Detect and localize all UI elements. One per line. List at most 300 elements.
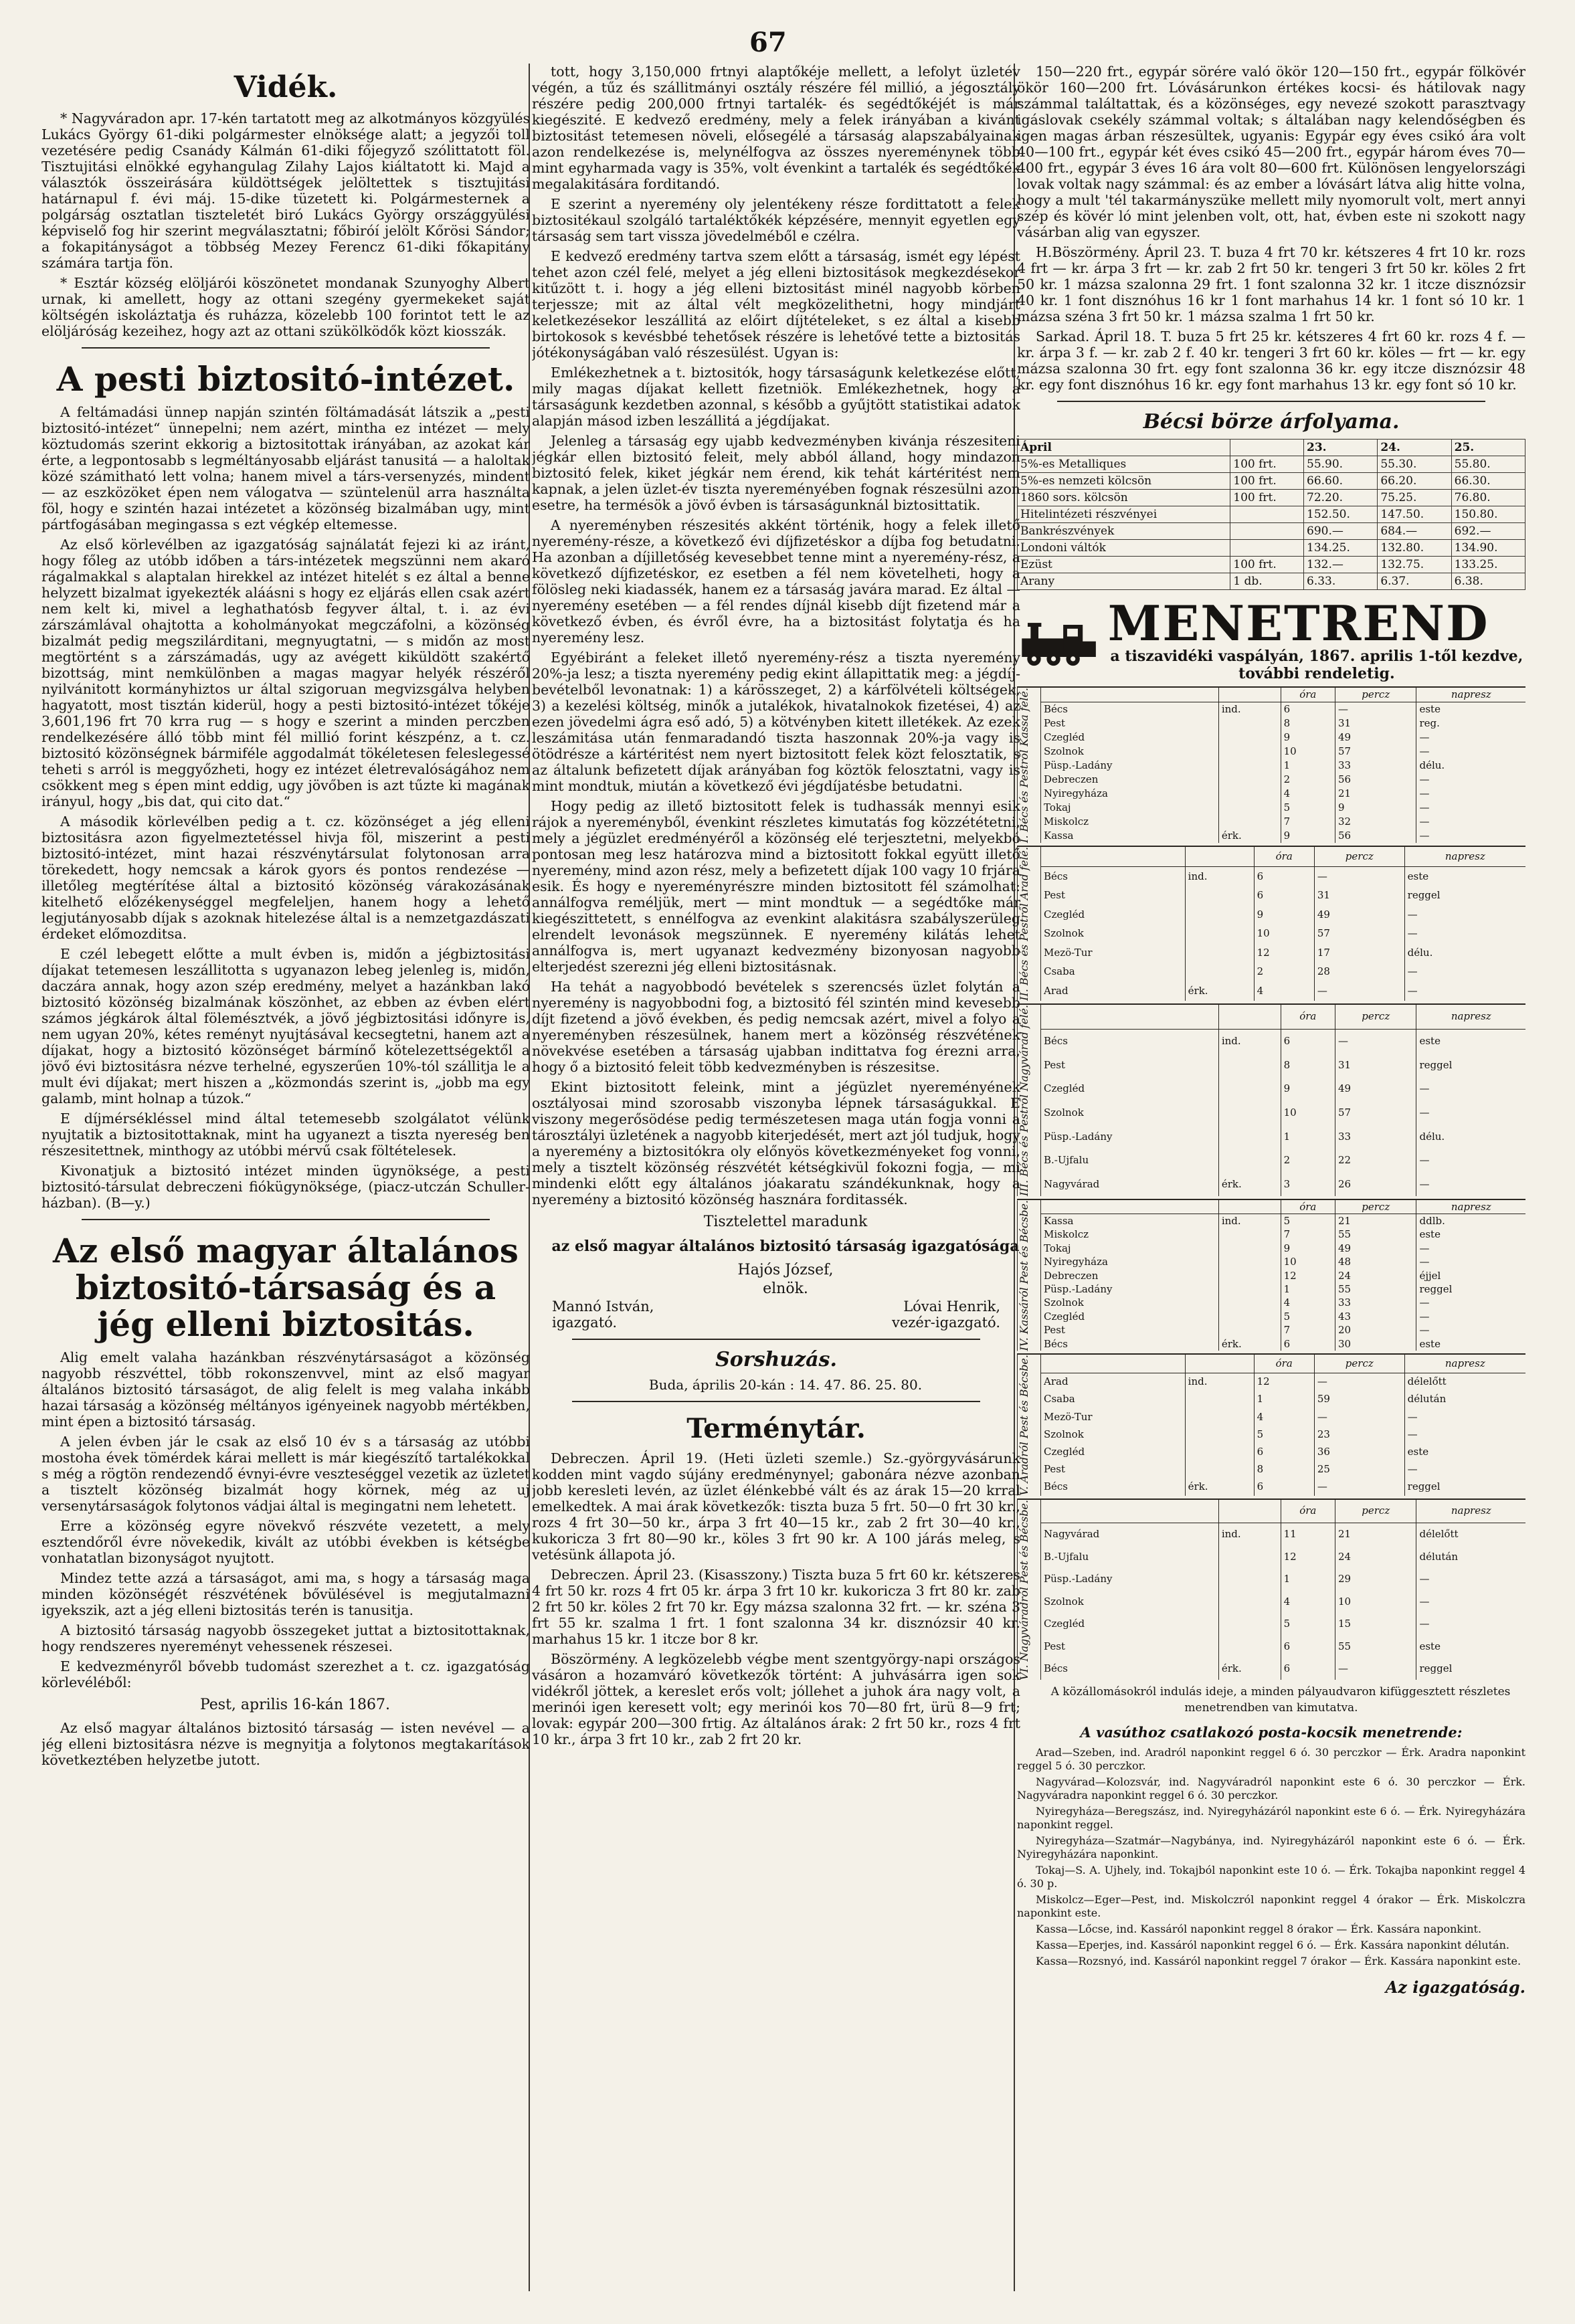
article-paragraph: A biztositó társaság nagyobb összegeket juttat a biztositottaknak, hogy rendszeres nyereményt vehessenek részesei. [41, 1622, 530, 1655]
station-row [1041, 1460, 1526, 1478]
station-cell: — [1416, 1172, 1525, 1196]
station-cell [1218, 716, 1281, 731]
station-cell: 56 [1335, 829, 1416, 843]
station-cell: 21 [1335, 787, 1416, 801]
station-cell [1218, 1296, 1281, 1310]
route-header-cell: percz [1335, 1005, 1416, 1029]
station-cell: 49 [1335, 1077, 1416, 1101]
station-cell: — [1416, 787, 1525, 801]
station-cell: Szolnok [1041, 745, 1219, 759]
route-header-row [1041, 1005, 1526, 1029]
bourse-cell: 100 frt. [1230, 456, 1304, 473]
bourse-row [1018, 573, 1525, 590]
station-cell: 43 [1335, 1310, 1416, 1323]
route-header-cell [1041, 1355, 1186, 1373]
station-cell: 55 [1335, 1228, 1416, 1242]
station-cell: 8 [1281, 716, 1335, 731]
station-cell: Nyiregyháza [1041, 1255, 1219, 1268]
station-cell: 5 [1281, 801, 1335, 815]
route-header-cell: óra [1281, 688, 1335, 702]
station-cell: 9 [1335, 801, 1416, 815]
station-row [1041, 716, 1526, 731]
route-header-cell: óra [1281, 1005, 1335, 1029]
station-cell: 10 [1335, 1590, 1416, 1612]
station-cell: Czegléd [1041, 1310, 1219, 1323]
station-cell [1218, 1255, 1281, 1268]
bourse-table [1017, 439, 1525, 590]
posta-line: Arad—Szeben, ind. Aradról naponkint reggel 6 ó. 30 perczkor — Érk. Aradra naponkint reggel 5 ó. 30 perczkor. [1017, 1746, 1525, 1773]
station-cell [1218, 1635, 1281, 1657]
station-cell: ind. [1218, 1523, 1281, 1545]
station-row [1041, 702, 1526, 717]
station-row [1041, 1443, 1526, 1460]
station-cell: este [1416, 1337, 1525, 1351]
bourse-cell: 100 frt. [1230, 490, 1304, 506]
station-cell: Püsp.-Ladány [1041, 759, 1219, 773]
station-row [1041, 1054, 1526, 1078]
station-cell: délu. [1404, 943, 1525, 963]
route-header-cell [1218, 1005, 1281, 1029]
market-paragraph: 150—220 frt., egypár sörére való ökör 120—150 frt., egypár fölkövér ökör 160—200 frt. Lóvásárunkon értékes kocsi- és hátilovak nagy számmal találtattak, és a közönséges, egy nevezé szokott parasztvagy igáslovak csekély számmal voltak; s általában nagy kelendőségben és igen magas árban részesültek, ugyanis: Egypár egy éves csikó ára volt 40—100 frt., egypár két éves csikó 45—200 frt., egypár három éves 70—400 frt., egypár 3 éves 16 ára volt 80—600 frt. Különösen lengyelországi lovak voltak nagy számmal: és az ember a lóvásárt látva alig hitte volna, hogy a mult 'tél takarmányszüke mellett mily nyomorult volt, mert annyi szép és kövér ló mint jelenben volt, ott, hat, évben este ni szokott nagy vásárban alig van egyszer. [1017, 64, 1525, 240]
bourse-cell: 1 db. [1230, 573, 1304, 590]
station-cell [1218, 1125, 1281, 1149]
station-cell: — [1314, 1373, 1404, 1391]
station-cell: 9 [1281, 829, 1335, 843]
station-cell: Czegléd [1041, 905, 1186, 925]
station-cell: 6 [1281, 1337, 1335, 1351]
route-header-cell: napresz [1404, 1355, 1525, 1373]
station-cell: 21 [1335, 1214, 1416, 1228]
station-row [1041, 981, 1526, 1001]
station-cell: 49 [1314, 905, 1404, 925]
route-header-cell: óra [1254, 847, 1314, 866]
station-cell: — [1416, 829, 1525, 843]
station-cell [1185, 1408, 1254, 1426]
station-cell [1218, 1149, 1281, 1173]
station-cell: 3 [1281, 1172, 1335, 1196]
station-cell: 11 [1281, 1523, 1335, 1545]
market-paragraph: Böszörmény. A legközelebb végbe ment szentgyörgy-napi országos vásáron a hozamváró következők történt: A juhvásárra igen sok vidékről jöttek, a kereslet erős volt; jóllehet a juhok ára nagy volt, a merinói igen keresett volt; egy merinói kos 70—80 frt, ürü 8—9 frt; lovak: egypár 200—300 frtig. Az általános árak: 2 frt 50 kr., rozs 4 frt 10 kr., árpa 3 frt 10 kr., zab 2 frt 20 kr. [532, 1651, 1020, 1747]
station-cell: Pest [1041, 716, 1219, 731]
station-cell: Debreczen [1041, 773, 1219, 787]
station-cell: — [1416, 773, 1525, 787]
station-cell: 6 [1254, 866, 1314, 886]
station-cell: Bécs [1041, 1029, 1219, 1053]
station-cell: — [1404, 981, 1525, 1001]
bourse-cell: 132.75. [1378, 557, 1451, 573]
station-cell: Szolnok [1041, 1296, 1219, 1310]
station-cell: Debreczen [1041, 1269, 1219, 1282]
station-cell: Tokaj [1041, 801, 1219, 815]
article-paragraph: Az első körlevélben az igazgatóság sajnálatát fejezi ki az iránt, hogy főleg az utóbb időben a társ-intézetek megszünni nem akaró rágalmakkal s alaptalan hirekkel az intézet hitelét s ez által a benne helyzett bizalmat igyekezték aláásni s hogy ez eljárás ellen csak azért nem kelt ki, mivel a leghathatósb fegyver által, t. i. az évi zárszámlával ohajtotta a koholmányokat megczáfolni, a közönség bizalmát pedig megszilárditani, megnyugtatni, — s midőn az most megtörtént s a zárszámadás, ugy az avégett kiküldött szakértő bizottság, mint nemkülönben a magas magyar helyék részéről nyilvánitott kormányhiztos ur által szigoruan megvizsgálva helyben hagyatott, most tisztán kiderül, hogy a pesti biztositó-intézet tőkéje 3,601,196 frt 70 krra rug — s hogy e szerint a minden perczben rendelkezésére álló több mint fél millió forint készpénz, a t. cz. biztositó közönségnek bármiféle aggodalmát tökéletesen feleslegessé teheti s arról is meggyőzheti, hogy ez intézet életrevalóságához nem csökkent meg s épen mint eddig, ugy jövőben is azt tűzte ki magának irányul, hogy „bis dat, qui cito dat.“ [41, 537, 530, 810]
station-row [1041, 1255, 1526, 1268]
station-cell: este [1416, 1029, 1525, 1053]
station-cell: 1 [1254, 1391, 1314, 1408]
station-cell: 33 [1335, 759, 1416, 773]
station-cell: Bécs [1041, 1658, 1219, 1680]
station-cell: Tokaj [1041, 1242, 1219, 1255]
station-cell: Czegléd [1041, 1443, 1186, 1460]
station-cell: 6 [1281, 1658, 1335, 1680]
station-cell: délután [1416, 1546, 1525, 1568]
station-cell [1218, 801, 1281, 815]
station-cell: — [1416, 815, 1525, 829]
station-row [1041, 1296, 1526, 1310]
article-paragraph: Egyébiránt a feleket illető nyeremény-rész a tiszta nyeremény 20%-ja lesz; a tiszta nyeremény pedig ekint állapittatik meg: a jégdíj-bevételből levonatnak: 1) a kárösszeget, 2) a kárfölvételi költségek, 3) a kezelési költség, minők a jutalékok, hivatalnokok fizetései, 4) az ezen jövedelmi ágra eső adó, 5) a kötvényben kitett illetékek. Az ezek leszámitása után fenmaradandó tiszta haszonnak 20%-ja vagy is ötödrésze a kártéritést nem nyert biztositott felek közt felosztatik, s az általunk befizetett díjak arányában fog köztök felosztatni, vagy is mint mondtuk, miután a következő évi jégdíjatésbe betudatni. [532, 650, 1020, 794]
station-row [1041, 731, 1526, 745]
station-cell: Pest [1041, 1460, 1186, 1478]
station-cell: — [1416, 801, 1525, 815]
station-cell: Arad [1041, 1373, 1186, 1391]
article-paragraph: Az első magyar általános biztositó társaság — isten nevével — a jég elleni biztositásra nézve is megnyitja a folytonos megtakarítások következtében helyzetbe jutott. [41, 1720, 530, 1769]
station-cell: 55 [1335, 1635, 1416, 1657]
station-cell: érk. [1218, 1337, 1281, 1351]
article-paragraph: Ekint biztositott feleink, mint a jégüzlet nyereményének osztályosai mind szorosabb viszonyba lépnek társaságukkal. E viszony megerősödése pedig természetesen maga után fogja vonni a tárosztályi üzletének a nagyobb kiterjedését, mert azt jól tudjuk, hogy a nyeremény a biztositókra oly előnyös következményeket fog vonni, mely a tisztelt közönség részvétét kétségkivül fokozni fogja, — mi mindenki előtt egy általános jóakaratu szándékunknak, hogy a nyeremény a biztositó közönség hasznára forditassék. [532, 1079, 1020, 1207]
route-header-row [1041, 688, 1526, 702]
station-row [1041, 905, 1526, 925]
station-row [1041, 1228, 1526, 1242]
station-cell: 20 [1335, 1323, 1416, 1337]
route-header-row [1041, 847, 1526, 866]
bourse-cell: 100 frt. [1230, 557, 1304, 573]
station-cell: 33 [1335, 1125, 1416, 1149]
station-cell: érk. [1185, 1478, 1254, 1496]
station-cell: Mezö-Tur [1041, 1408, 1186, 1426]
station-cell: 22 [1335, 1149, 1416, 1173]
station-cell [1218, 787, 1281, 801]
station-row [1041, 759, 1526, 773]
station-cell: Kassa [1041, 829, 1219, 843]
station-cell: Pest [1041, 1323, 1219, 1337]
bourse-cell: 72.20. [1304, 490, 1378, 506]
station-cell [1218, 1242, 1281, 1255]
station-row [1041, 1149, 1526, 1173]
closing: Tisztelettel maradunk [703, 1214, 868, 1230]
station-cell: Kassa [1041, 1214, 1219, 1228]
station-cell: 24 [1335, 1269, 1416, 1282]
station-cell: — [1335, 702, 1416, 717]
station-cell: ind. [1218, 1214, 1281, 1228]
station-cell: 30 [1335, 1337, 1416, 1351]
station-cell [1218, 1590, 1281, 1612]
station-cell: 6 [1281, 702, 1335, 717]
route-table [1040, 688, 1525, 843]
station-cell: érk. [1218, 829, 1281, 843]
station-cell: 49 [1335, 1242, 1416, 1255]
station-row [1041, 1523, 1526, 1545]
station-row [1041, 1635, 1526, 1657]
station-cell: Szolnok [1041, 925, 1186, 944]
market-paragraph: Debreczen. Ápril 19. (Heti üzleti szemle.) Sz.-györgyvásárunk kodden mint vagdo sújány eredménynyel; gabonára nézve azonban jobb keresleti levén, az üzlet élénkebbé vált és az árak 15—20 krral emelkedtek. A mai árak következők: tiszta buza 5 frt. 50—0 frt 30 kr., rozs 4 frt 30—50 kr., árpa 3 frt 40—15 kr., zab 2 frt 30—40 kr., kukoricza 3 frt 80—90 kr., köles 3 frt 90 kr. A 100 járás meleg, s vetésünk állapota jó. [532, 1450, 1020, 1563]
station-cell: Pest [1041, 1054, 1219, 1078]
article-paragraph: Ha tehát a nagyobbodó bevételek s szerencsés üzlet folytán a nyeremény is nagyobbodni fog, a biztositó fél szintén mind kevesebb díjt fizetend a jövő években, és pedig nemcsak azért, mivel a folyo a nyereményben részesülnek, hanem mert a közönség részvétének növekvése esetében a társaság ujabban indittatva fog érezni arra, hogy ő a biztositó feleit több kedvezményben is részesitse. [532, 979, 1020, 1075]
station-row [1041, 1125, 1526, 1149]
station-cell: Csaba [1041, 1391, 1186, 1408]
station-cell: — [1416, 745, 1525, 759]
signature-name: Lóvai Henrik, [903, 1298, 1000, 1315]
station-row [1041, 1590, 1526, 1612]
posta-line: Nagyvárad—Kolozsvár, ind. Nagyváradról naponkint este 6 ó. 30 perczkor — Érk. Nagyváradra naponkint reggel 6 ó. 30 perczkor. [1017, 1775, 1525, 1802]
station-cell: — [1416, 1323, 1525, 1337]
route-header-cell: napresz [1416, 1200, 1525, 1214]
route-header-cell: napresz [1416, 688, 1525, 702]
bourse-header-cell: 24. [1378, 440, 1451, 456]
route-header-cell [1041, 847, 1186, 866]
route-header-row [1041, 1355, 1526, 1373]
column-right [1017, 64, 1525, 2291]
station-cell: 2 [1254, 963, 1314, 982]
bourse-cell: Arany [1018, 573, 1230, 590]
bourse-row [1018, 557, 1525, 573]
station-cell: 32 [1335, 815, 1416, 829]
signature-row [532, 1298, 1020, 1315]
station-row [1041, 1426, 1526, 1443]
station-cell [1218, 1077, 1281, 1101]
station-cell: érk. [1185, 981, 1254, 1001]
station-cell: Püsp.-Ladány [1041, 1125, 1219, 1149]
station-cell: 21 [1335, 1523, 1416, 1545]
route-table [1040, 1200, 1525, 1351]
station-cell: 2 [1281, 1149, 1335, 1173]
bourse-cell: 132.— [1304, 557, 1378, 573]
bourse-row [1018, 523, 1525, 540]
divider [82, 347, 490, 349]
station-cell: 59 [1314, 1391, 1404, 1408]
bourse-cell: 690.— [1304, 523, 1378, 540]
route-label: III. Bécs és Pestről Nagyvárad felé. [1017, 1005, 1040, 1196]
signature-role: elnök. [763, 1280, 808, 1297]
bourse-cell: 100 frt. [1230, 473, 1304, 490]
station-cell: Czegléd [1041, 1613, 1219, 1635]
station-row [1041, 1101, 1526, 1125]
station-cell [1218, 1269, 1281, 1282]
station-cell: ind. [1185, 866, 1254, 886]
station-cell: érk. [1218, 1658, 1281, 1680]
station-cell: Miskolcz [1041, 1228, 1219, 1242]
bourse-cell: Hitelintézeti részvényei [1018, 506, 1230, 523]
station-cell: 31 [1314, 886, 1404, 906]
bourse-cell: 76.80. [1451, 490, 1525, 506]
borse-heading: Bécsi börze árfolyama. [1143, 410, 1400, 433]
videk-paragraph: * Esztár község elöljárói köszönetet mondanak Szunyoghy Albert urnak, ki amellett, hogy az ottani szegény gyermekeket saját költségén iskoláztatja és ruházza, közelebb 100 forintot tett le az elöljáróság kezeihez, hogy azt az ottani szükölködők közt kiosszák. [41, 275, 530, 340]
station-cell: 5 [1254, 1426, 1314, 1443]
videk-heading: Vidék. [234, 70, 338, 104]
bourse-header-cell: 23. [1304, 440, 1378, 456]
station-cell: 12 [1254, 1373, 1314, 1391]
bourse-cell [1230, 540, 1304, 557]
route-header-cell: percz [1314, 847, 1404, 866]
station-cell: — [1416, 1568, 1525, 1590]
station-cell [1185, 925, 1254, 944]
station-row [1041, 1029, 1526, 1053]
station-cell: 48 [1335, 1255, 1416, 1268]
station-cell: 29 [1335, 1568, 1416, 1590]
station-cell: 49 [1335, 731, 1416, 745]
bourse-cell: 684.— [1378, 523, 1451, 540]
article-date: Pest, aprilis 16-kán 1867. [199, 1697, 391, 1714]
station-cell: 57 [1335, 745, 1416, 759]
station-cell: reggel [1404, 886, 1525, 906]
station-cell [1218, 1310, 1281, 1323]
route-label: V. Aradról Pest és Bécsbe. [1017, 1355, 1040, 1496]
route-header-cell: óra [1281, 1500, 1335, 1523]
posta-line: Kassa—Eperjes, ind. Kassáról naponkint reggel 6 ó. — Érk. Kassára naponkint délután. [1036, 1939, 1509, 1952]
station-cell [1218, 1228, 1281, 1242]
station-cell: 56 [1335, 773, 1416, 787]
station-row [1041, 773, 1526, 787]
station-row [1041, 1172, 1526, 1196]
bourse-cell: 692.— [1451, 523, 1525, 540]
route-header-row [1041, 1500, 1526, 1523]
bourse-cell: 147.50. [1378, 506, 1451, 523]
route-label: VI. Nagyváradról Pest és Bécsbe. [1017, 1500, 1040, 1680]
station-cell: 10 [1281, 1255, 1335, 1268]
station-cell: este [1416, 1635, 1525, 1657]
station-cell [1218, 1546, 1281, 1568]
station-cell: — [1404, 925, 1525, 944]
route-header-cell: percz [1335, 688, 1416, 702]
station-cell [1185, 1426, 1254, 1443]
station-row [1041, 829, 1526, 843]
route-header-cell: percz [1314, 1355, 1404, 1373]
menetrend-title: MENETREND [1107, 595, 1489, 652]
bourse-cell: 152.50. [1304, 506, 1378, 523]
station-cell: 25 [1314, 1460, 1404, 1478]
station-cell: reg. [1416, 716, 1525, 731]
biztosito-heading: A pesti biztositó-intézet. [56, 359, 515, 399]
station-cell: — [1314, 1478, 1404, 1496]
station-cell: 36 [1314, 1443, 1404, 1460]
bourse-cell: 5%-es nemzeti kölcsön [1018, 473, 1230, 490]
posta-line: Nyiregyháza—Szatmár—Nagybánya, ind. Nyiregyházáról naponkint este 6 ó. — Érk. Nyiregyházára naponkint. [1017, 1834, 1525, 1861]
route-label: I. Bécs és Pestről Kassa felé. [1017, 688, 1040, 843]
station-cell: 1 [1281, 1568, 1335, 1590]
route-table [1040, 847, 1525, 1001]
sorshuzas-heading: Sorshuzás. [715, 1348, 837, 1371]
bourse-cell: 132.80. [1378, 540, 1451, 557]
route-header-cell [1218, 688, 1281, 702]
bourse-cell: 6.38. [1451, 573, 1525, 590]
station-cell: Csaba [1041, 963, 1186, 982]
station-cell [1218, 1054, 1281, 1078]
route-header-cell [1041, 1200, 1219, 1214]
station-cell: — [1416, 1242, 1525, 1255]
station-cell: 7 [1281, 1228, 1335, 1242]
station-cell: Püsp.-Ladány [1041, 1568, 1219, 1590]
signature-row [532, 1315, 1020, 1331]
station-cell: 28 [1314, 963, 1404, 982]
signature-name: Mannó István, [552, 1298, 654, 1315]
station-cell: 10 [1254, 925, 1314, 944]
station-cell: 12 [1281, 1269, 1335, 1282]
station-cell: ddlb. [1416, 1214, 1525, 1228]
bourse-cell: 75.25. [1378, 490, 1451, 506]
station-cell [1185, 943, 1254, 963]
route-header-cell [1041, 1500, 1219, 1523]
signature-name: Hajós József, [737, 1262, 834, 1278]
station-cell: 55 [1335, 1282, 1416, 1296]
station-row [1041, 1408, 1526, 1426]
station-row [1041, 1568, 1526, 1590]
route-header-cell [1218, 1200, 1281, 1214]
station-cell: Bécs [1041, 866, 1186, 886]
station-cell: 6 [1254, 886, 1314, 906]
station-cell: délelőtt [1416, 1523, 1525, 1545]
station-cell: 9 [1281, 731, 1335, 745]
station-cell: 1 [1281, 1282, 1335, 1296]
route-header-cell: percz [1335, 1200, 1416, 1214]
station-cell: — [1416, 731, 1525, 745]
station-cell: — [1404, 1460, 1525, 1478]
station-cell: Pest [1041, 1635, 1219, 1657]
station-cell: 6 [1281, 1029, 1335, 1053]
station-cell: 23 [1314, 1426, 1404, 1443]
bourse-cell: 150.80. [1451, 506, 1525, 523]
station-row [1041, 1373, 1526, 1391]
station-row [1041, 925, 1526, 944]
station-cell: — [1416, 1255, 1525, 1268]
station-cell: 17 [1314, 943, 1404, 963]
timetable-route [1017, 1498, 1525, 1680]
station-cell: délu. [1416, 759, 1525, 773]
timetable-route [1017, 1353, 1525, 1496]
divider [572, 1339, 980, 1340]
timetable-note: A közállomásokról indulás ideje, a minden pályaudvaron kifüggesztett részletes menetrendben van kimutatva. [1050, 1685, 1511, 1715]
posta-line: Kassa—Lőcse, ind. Kassáról naponkint reggel 8 órakor — Érk. Kassára naponkint. [1036, 1923, 1482, 1936]
station-cell: Bécs [1041, 702, 1219, 717]
station-cell: Nagyvárad [1041, 1172, 1219, 1196]
station-row [1041, 1658, 1526, 1680]
menetrend-subtitle: a tiszavidéki vaspályán, 1867. aprilis 1-től kezdve, további rendeletig. [1110, 648, 1523, 682]
station-cell: 31 [1335, 1054, 1416, 1078]
divider [82, 1219, 490, 1220]
station-cell: délután [1404, 1391, 1525, 1408]
divider [1057, 401, 1485, 402]
station-cell: Miskolcz [1041, 815, 1219, 829]
bourse-cell: 66.60. [1304, 473, 1378, 490]
station-row [1041, 1613, 1526, 1635]
station-cell [1218, 1568, 1281, 1590]
station-cell [1185, 905, 1254, 925]
bourse-cell: 134.25. [1304, 540, 1378, 557]
article-paragraph: E czél lebegett előtte a mult évben is, midőn a jégbiztositási díjakat tetemesen leszállitotta s ugyanazon lebeg jelenleg is, midőn, daczára annak, hogy azon szép eredmény, melyet a hazánkban lakó biztositó közönség bizalmának köszönhet, az ebben az évben elért számos jégkárok által fölemésztvék, a jövő jégbiztositási időnyre is, nem ugyan 20%, kétes reményt nyujtásával kecsegtetni, hanem azt a díjakat, hogy a biztositó közönséget bármínő kötelezettségektől a jövő évi biztositásra nézve terhelné, egyszerűen 10%-tól szállitja le a mult évi díjakat; mert hiszen a „közmondás szerint is, „jobb ma egy galamb, mint holnap a túzok.“ [41, 946, 530, 1107]
station-cell [1218, 745, 1281, 759]
station-cell: Czegléd [1041, 731, 1219, 745]
station-cell: ind. [1185, 1373, 1254, 1391]
station-cell: 2 [1281, 773, 1335, 787]
signature-company: az első magyar általános biztositó társaság igazgatósága [551, 1238, 1020, 1255]
bourse-cell [1230, 523, 1304, 540]
station-cell: — [1335, 1029, 1416, 1053]
station-cell: Czegléd [1041, 1077, 1219, 1101]
station-row [1041, 1337, 1526, 1351]
station-cell: 24 [1335, 1546, 1416, 1568]
route-header-cell: napresz [1404, 847, 1525, 866]
bourse-cell: 55.30. [1378, 456, 1451, 473]
page-number: 67 [749, 27, 787, 58]
locomotive-icon [1017, 604, 1100, 678]
timetable-route [1017, 686, 1525, 843]
station-cell: 12 [1254, 943, 1314, 963]
station-row [1041, 1391, 1526, 1408]
station-cell: 4 [1281, 787, 1335, 801]
station-cell: — [1404, 1408, 1525, 1426]
station-cell: 10 [1281, 1101, 1335, 1125]
station-cell: — [1404, 963, 1525, 982]
station-cell: 7 [1281, 1323, 1335, 1337]
station-cell: B.-Ujfalu [1041, 1546, 1219, 1568]
timetable-route [1017, 846, 1525, 1001]
